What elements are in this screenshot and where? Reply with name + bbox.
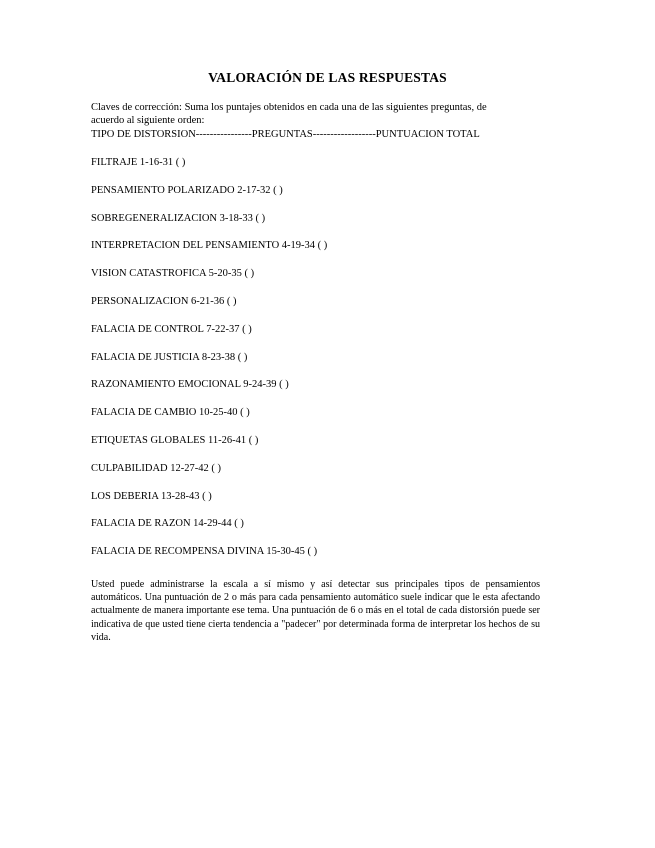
list-item: LOS DEBERIA 13-28-43 ( ) xyxy=(91,490,212,502)
list-item: SOBREGENERALIZACION 3-18-33 ( ) xyxy=(91,212,266,224)
list-item: PENSAMIENTO POLARIZADO 2-17-32 ( ) xyxy=(91,184,283,196)
page-title: VALORACIÓN DE LAS RESPUESTAS xyxy=(208,70,447,85)
list-item: FALACIA DE CONTROL 7-22-37 ( ) xyxy=(91,323,252,335)
list-item: FALACIA DE RECOMPENSA DIVINA 15-30-45 ( ) xyxy=(91,546,318,558)
list-item: CULPABILIDAD 12-27-42 ( ) xyxy=(91,462,221,474)
distortion-list xyxy=(91,156,327,573)
closing-paragraph: Usted puede administrarse la escala a sí mismo y así detectar sus principales tipos de pensamientos automáticos. Una puntuación de 2 o más para cada pensamiento automático suele indicar que le esta afectando actualmente de manera importante ese tema. Una puntuación de 6 o más en el total de cada distorsión puede ser indicativa de que usted tiene cierta tendencia a "padecer" por determinada forma de interpretar los hechos de su vida. xyxy=(91,579,540,643)
list-item: FILTRAJE 1-16-31 ( ) xyxy=(91,157,186,168)
list-item: FALACIA DE JUSTICIA 8-23-38 ( ) xyxy=(91,351,248,363)
list-item: RAZONAMIENTO EMOCIONAL 9-24-39 ( ) xyxy=(91,379,289,391)
intro-paragraph: Claves de corrección: Suma los puntajes obtenidos en cada una de las siguientes preguntas, de acuerdo al siguiente orden: xyxy=(91,102,487,126)
list-item: ETIQUETAS GLOBALES 11-26-41 ( ) xyxy=(91,434,259,446)
list-item: INTERPRETACION DEL PENSAMIENTO 4-19-34 ( ) xyxy=(91,240,328,252)
list-item: FALACIA DE RAZON 14-29-44 ( ) xyxy=(91,518,244,530)
list-item: FALACIA DE CAMBIO 10-25-40 ( ) xyxy=(91,407,250,419)
list-item: PERSONALIZACION 6-21-36 ( ) xyxy=(91,295,237,307)
list-item: VISION CATASTROFICA 5-20-35 ( ) xyxy=(91,268,255,280)
column-header-row: TIPO DE DISTORSION----------------PREGUNTAS------------------PUNTUACION TOTAL xyxy=(91,129,480,140)
